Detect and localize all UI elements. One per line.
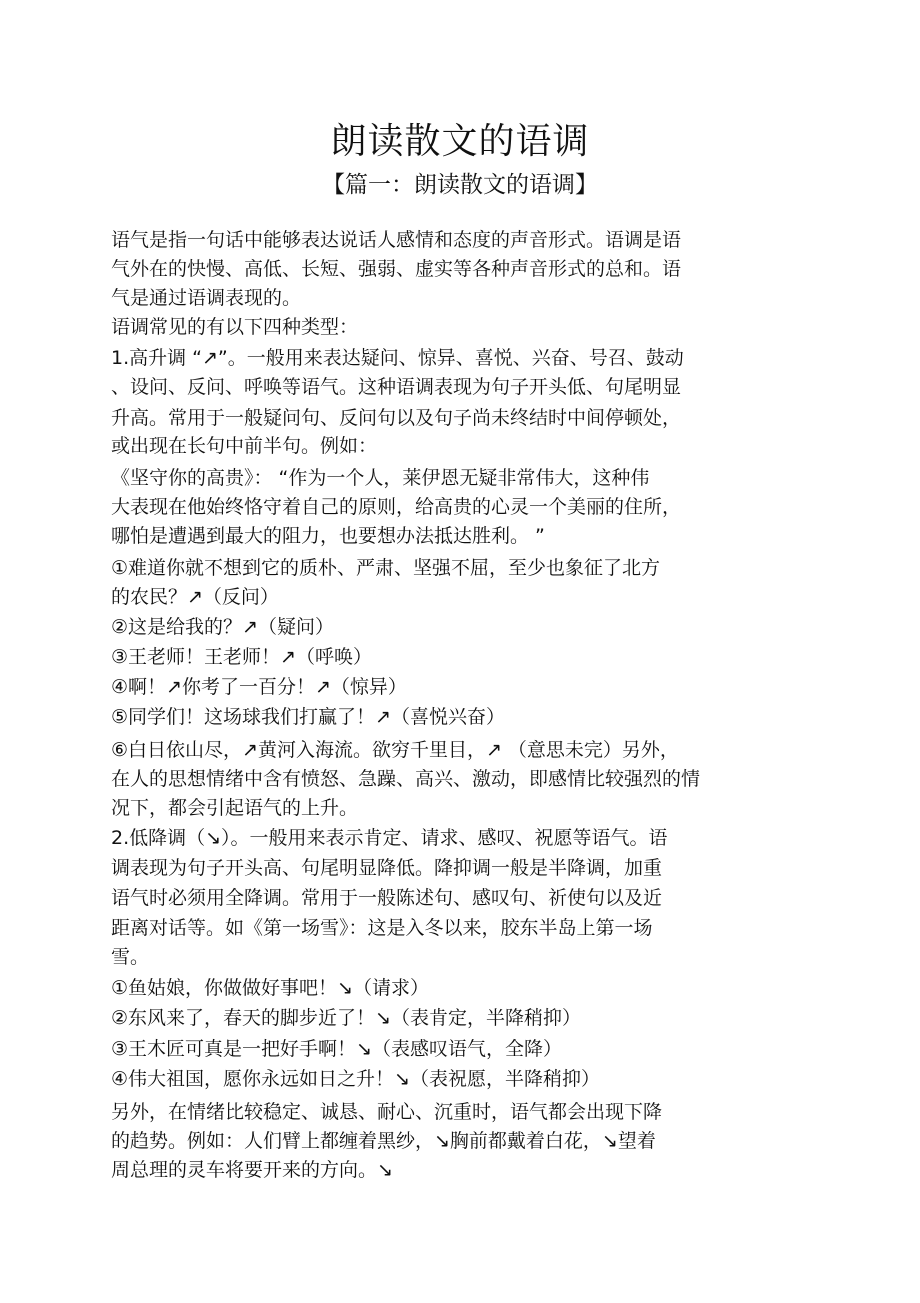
text-line: 语气是指一句话中能够表达说话人感情和态度的声音形式。语调是语	[111, 229, 682, 251]
text-line: 1.高升调 “↗”。一般用来表达疑问、惊异、喜悦、兴奋、号召、鼓动	[111, 347, 684, 369]
text-line: 或出现在长句中前半句。例如：	[111, 435, 378, 457]
text-line: 升高。常用于一般疑问句、反问句以及句子尚未终结时中间停顿处，	[111, 407, 682, 429]
text-line: 2.低降调（↘）。一般用来表示肯定、请求、感叹、祝愿等语气。语	[111, 827, 668, 849]
document-title: 朗读散文的语调	[330, 121, 590, 162]
text-line: 调表现为句子开头高、句尾明显降低。降抑调一般是半降调，加重	[111, 857, 663, 879]
text-line: 另外，在情绪比较稳定、诚恳、耐心、沉重时，语气都会出现下降	[111, 1101, 663, 1123]
text-line: ②东风来了，春天的脚步近了！↘（表肯定，半降稍抑）	[111, 1007, 581, 1029]
text-line: 大表现在他始终恪守着自己的原则，给高贵的心灵一个美丽的住所，	[111, 496, 682, 518]
text-line: 的农民？↗（反问）	[111, 586, 279, 608]
text-line: ⑤同学们！这场球我们打赢了！↗（喜悦兴奋）	[111, 706, 505, 728]
text-line: ①难道你就不想到它的质朴、严肃、坚强不屈，至少也象征了北方	[111, 557, 661, 579]
text-line: ⑥白日依山尽，↗黄河入海流。欲穷千里目，↗ （意思未完）另外，	[111, 739, 679, 761]
text-line: 语气时必须用全降调。常用于一般陈述句、感叹句、祈使句以及近	[111, 887, 663, 909]
text-line: 在人的思想情绪中含有愤怒、急躁、高兴、激动，即感情比较强烈的情	[111, 768, 701, 790]
text-line: ③王老师！王老师！↗（呼唤）	[111, 646, 372, 668]
document-subtitle: 【篇一：朗读散文的语调】	[322, 172, 598, 198]
text-line: ④啊！↗你考了一百分！↗（惊异）	[111, 676, 407, 698]
text-line: 雪。	[111, 946, 150, 968]
text-line: 距离对话等。如《第一场雪》：这是入冬以来，胶东半岛上第一场	[111, 917, 653, 939]
text-line: ④伟大祖国，愿你永远如日之升！↘（表祝愿，半降稍抑）	[111, 1068, 600, 1090]
text-line: 况下，都会引起语气的上升。	[111, 797, 359, 819]
text-line: 周总理的灵车将要开来的方向。↘	[111, 1159, 393, 1181]
text-line: 哪怕是遭遇到最大的阻力，也要想办法抵达胜利。 ”	[111, 525, 545, 547]
text-line: ②这是给我的？↗（疑问）	[111, 616, 334, 638]
text-line: 的趋势。例如：人们臂上都缠着黑纱，↘胸前都戴着白花，↘望着	[111, 1130, 656, 1152]
text-line: 语调常见的有以下四种类型：	[111, 316, 359, 338]
text-line: 气外在的快慢、高低、长短、强弱、虚实等各种声音形式的总和。语	[111, 258, 682, 280]
text-line: 《坚守你的高贵》： “作为一个人，莱伊恩无疑非常伟大，这种伟	[111, 467, 650, 489]
text-line: 、设问、反问、呼唤等语气。这种语调表现为句子开头低、句尾明显	[111, 376, 682, 398]
text-line: ③王木匠可真是一把好手啊！↘（表感叹语气，全降）	[111, 1038, 562, 1060]
text-line: ①鱼姑娘，你做做好事吧！↘（请求）	[111, 977, 429, 999]
text-line: 气是通过语调表现的。	[111, 287, 302, 309]
